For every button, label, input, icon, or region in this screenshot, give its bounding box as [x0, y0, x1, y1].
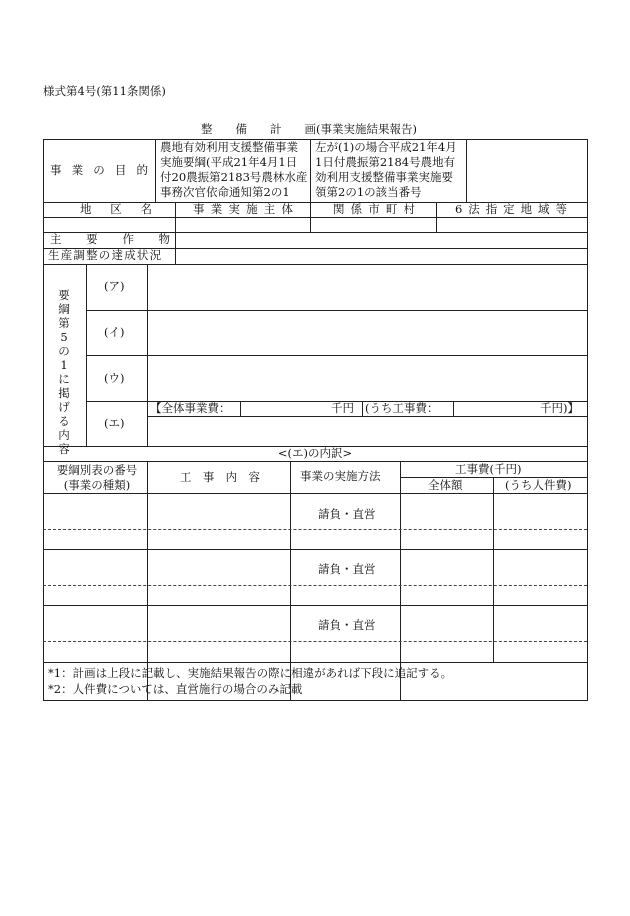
frame-bottom	[43, 700, 588, 701]
item-i: (イ)	[104, 325, 125, 339]
work-cost-label: (うち工事費：	[365, 401, 439, 415]
method-value-2: 請負・直営	[318, 562, 376, 576]
col1-header: 要綱別表の番号 (事業の種類)	[56, 463, 138, 492]
section5-vertical-label: 要綱第5の1に掲げる内容	[58, 288, 70, 456]
purpose-label: 事 業 の 目 的	[50, 163, 148, 177]
work-cost-unit: 千円)】	[540, 401, 579, 415]
method-value-3: 請負・直営	[318, 618, 376, 632]
method-value-1: 請負・直営	[318, 507, 376, 521]
col2-header: 工 事 内 容	[180, 470, 260, 484]
col-designated: 6 法 指 定 地 域 等	[455, 202, 567, 216]
form-title	[201, 123, 417, 136]
col3-header: 事業の実施方法	[300, 469, 381, 483]
form-title-main: 整 備 計 画	[201, 122, 316, 136]
col-area: 地 区 名	[80, 202, 152, 216]
form-title-sub: (事業実施結果報告)	[316, 122, 417, 136]
col-municipality: 関 係 市 町 村	[333, 202, 415, 216]
total-cost-label: 【全体事業費：	[150, 401, 231, 415]
frame-right	[587, 139, 588, 701]
item-a: (ア)	[104, 279, 125, 293]
item-e: (エ)	[104, 416, 125, 430]
frame-left	[43, 139, 44, 701]
breakdown-title: <(エ)の内訳>	[277, 446, 353, 460]
note-1: *1：計画は上段に記載し、実施結果報告の際に相違があれば下段に追記する。	[48, 666, 453, 680]
form-number: 様式第4号(第11条関係)	[43, 84, 166, 98]
purpose-text-2: 左が(1)の場合平成21年4月 1日付農振第2184号農地有 効利用支援整備事業実施要 領第2の1の該当番号	[315, 140, 457, 199]
item-u: (ウ)	[104, 371, 125, 385]
col4a-header: 全体額	[428, 478, 463, 492]
total-cost-unit: 千円	[331, 401, 354, 415]
purpose-text-1: 農地有効利用支援整備事業 実施要綱(平成21年4月1日 付20農振第2183号農林水産 事務次官依命通知第2の1	[160, 140, 308, 199]
col4-header: 工事費(千円)	[455, 462, 522, 476]
note-2: *2：人件費については、直営施行の場合のみ記載	[48, 682, 303, 696]
adjustment-label: 生産調整の達成状況	[48, 248, 163, 262]
col4b-header: (うち人件費)	[505, 478, 572, 492]
col-entity: 事 業 実 施 主 体	[193, 202, 293, 216]
crops-label: 主 要 作 物	[50, 232, 170, 246]
